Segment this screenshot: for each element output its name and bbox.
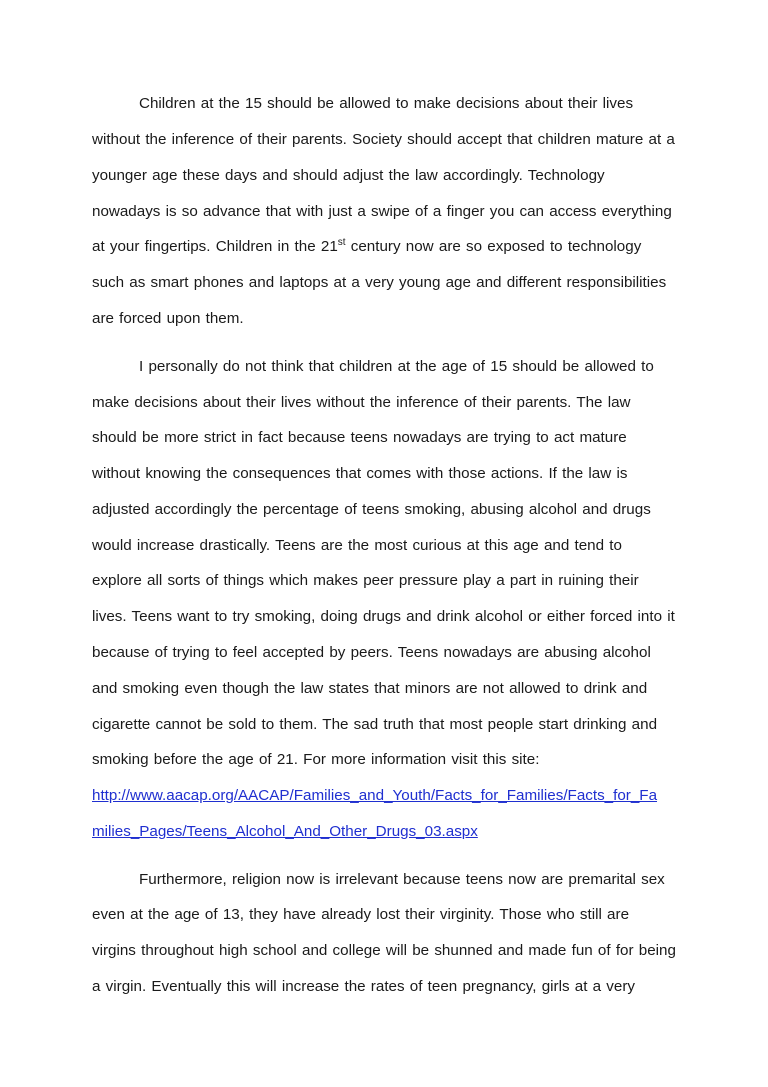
paragraph-2-line-8: lives. Teens want to try smoking, doing drugs and drink alcohol or either forced into it [92, 608, 675, 625]
text-segment: at your fingertips. Children in the 21 [92, 238, 338, 255]
paragraph-2-line-4: without knowing the consequences that comes with those actions. If the law is [92, 465, 628, 482]
paragraph-1-line-6: such as smart phones and laptops at a very young age and different responsibilities [92, 274, 667, 291]
paragraph-1-line-1: Children at the 15 should be allowed to make decisions about their lives [139, 95, 634, 112]
paragraph-1-line-2: without the inference of their parents. Society should accept that children mature at a [92, 131, 675, 148]
reference-link-line-2[interactable]: milies_Pages/Teens_Alcohol_And_Other_Drugs_03.aspx [92, 823, 478, 840]
paragraph-2-line-11: cigarette cannot be sold to them. The sad truth that most people start drinking and [92, 716, 658, 733]
paragraph-2-line-3: should be more strict in fact because teens nowadays are trying to act mature [92, 429, 627, 446]
paragraph-2-line-9: because of trying to feel accepted by peers. Teens nowadays are abusing alcohol [92, 644, 651, 661]
paragraph-1-line-4: nowadays is so advance that with just a swipe of a finger you can access everything [92, 203, 672, 220]
paragraph-1-line-5 [92, 237, 686, 257]
paragraph-3-line-1: Furthermore, religion now is irrelevant because teens now are premarital sex [139, 871, 665, 888]
superscript: st [337, 237, 346, 248]
paragraph-3-line-4: a virgin. Eventually this will increase the rates of teen pregnancy, girls at a very [92, 978, 636, 995]
paragraph-2-line-6: would increase drastically. Teens are the most curious at this age and tend to [92, 537, 622, 554]
reference-link-line-1[interactable]: http://www.aacap.org/AACAP/Families_and_Youth/Facts_for_Families/Facts_for_Fa [92, 787, 658, 804]
text-segment: century now are so exposed to technology [345, 238, 642, 255]
paragraph-2-line-1: I personally do not think that children at the age of 15 should be allowed to [139, 358, 654, 375]
paragraph-2-line-2: make decisions about their lives without the inference of their parents. The law [92, 394, 631, 411]
paragraph-1-line-7: are forced upon them. [92, 310, 244, 327]
paragraph-2-line-12: smoking before the age of 21. For more information visit this site: [92, 751, 540, 768]
paragraph-2-line-7: explore all sorts of things which makes peer pressure play a part in ruining their [92, 572, 639, 589]
paragraph-3-line-3: virgins throughout high school and college will be shunned and made fun of for being [92, 942, 676, 959]
paragraph-3-line-2: even at the age of 13, they have already lost their virginity. Those who still are [92, 906, 630, 923]
paragraph-1-line-3: younger age these days and should adjust the law accordingly. Technology [92, 167, 605, 184]
paragraph-2-line-10: and smoking even though the law states that minors are not allowed to drink and [92, 680, 648, 697]
paragraph-2-line-5: adjusted accordingly the percentage of teens smoking, abusing alcohol and drugs [92, 501, 651, 518]
